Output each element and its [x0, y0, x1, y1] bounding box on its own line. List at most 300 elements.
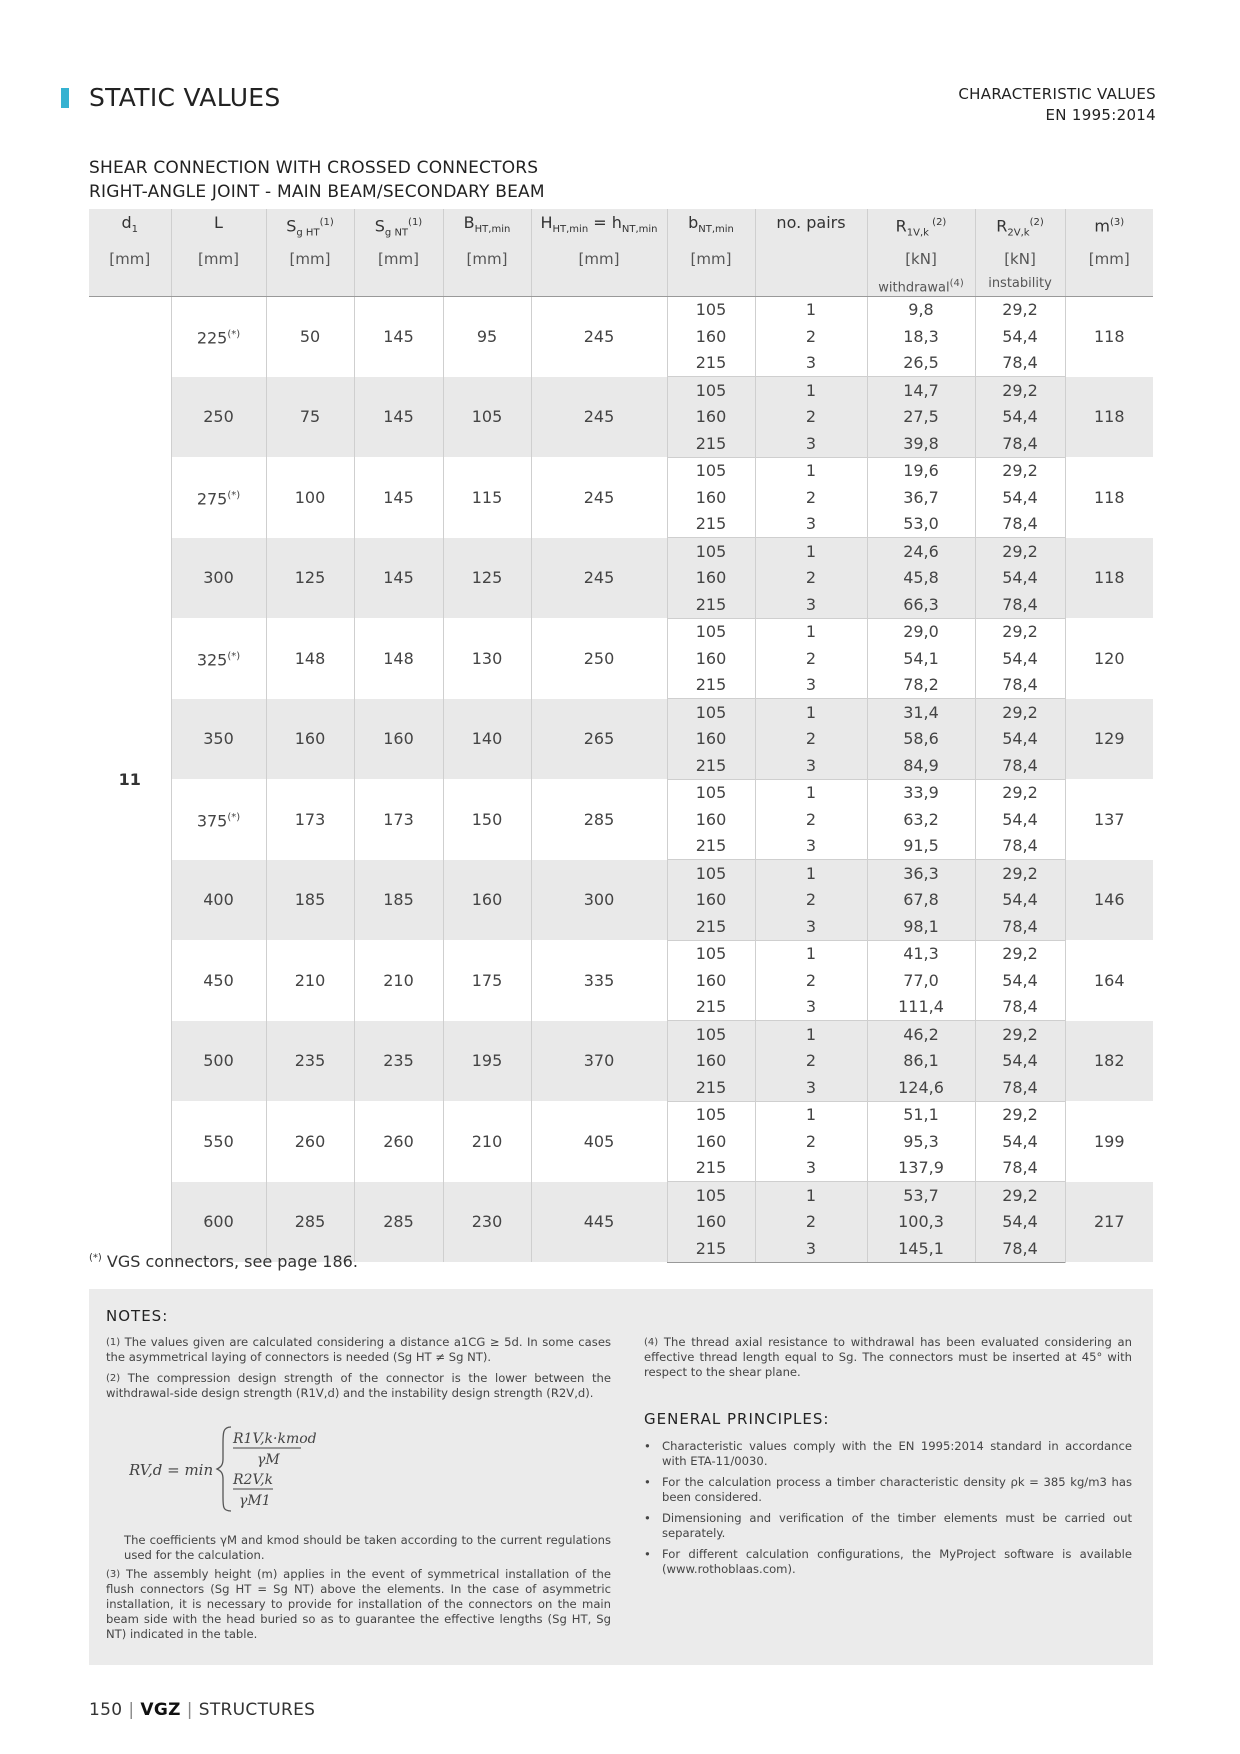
- length-value: 350: [203, 729, 234, 749]
- column-unit: [kN]: [975, 245, 1065, 273]
- cell-B: 105: [443, 377, 531, 458]
- principle-item: • Characteristic values comply with the EN 1995:2014 standard in accordance with ETA-11/0030.: [644, 1439, 1132, 1469]
- cell-R2Vk: 54,4: [975, 967, 1065, 994]
- column-extra: [443, 273, 531, 297]
- formula-den-1: γM: [257, 1452, 280, 1468]
- column-header-sub: 1: [131, 224, 139, 236]
- cell-R1Vk: 36,7: [867, 484, 975, 511]
- cell-R2Vk: 78,4: [975, 833, 1065, 860]
- column-header-sub2: NT,min: [621, 224, 658, 236]
- cell-bNT: 215: [667, 833, 755, 860]
- table-row: [89, 779, 1153, 806]
- cell-SgNT: 285: [354, 1182, 443, 1263]
- cell-R1Vk: 98,1: [867, 913, 975, 940]
- length-value: 600: [203, 1212, 234, 1232]
- cell-R1Vk: 145,1: [867, 1235, 975, 1262]
- column-unit: [mm]: [531, 245, 667, 273]
- cell-pairs: 2: [755, 645, 867, 672]
- cell-R1Vk: 53,0: [867, 511, 975, 538]
- length-value: 550: [203, 1131, 234, 1151]
- column-unit: [kN]: [867, 245, 975, 273]
- cell-R1Vk: 19,6: [867, 457, 975, 484]
- column-header-label: R: [895, 216, 907, 236]
- cell-SgNT: 145: [354, 538, 443, 619]
- cell-bNT: 105: [667, 699, 755, 726]
- cell-R2Vk: 54,4: [975, 887, 1065, 914]
- cell-pairs: 3: [755, 350, 867, 377]
- length-cell: [171, 296, 266, 377]
- column-header-7: [755, 209, 867, 245]
- table-row: [89, 699, 1153, 726]
- cell-bNT: 160: [667, 484, 755, 511]
- cell-R2Vk: 29,2: [975, 699, 1065, 726]
- cell-R2Vk: 78,4: [975, 1074, 1065, 1101]
- cell-R1Vk: 77,0: [867, 967, 975, 994]
- length-cell: [171, 1182, 266, 1263]
- cell-SgNT: 145: [354, 377, 443, 458]
- cell-R2Vk: 54,4: [975, 726, 1065, 753]
- length-value: 325: [196, 650, 228, 670]
- note-4: [644, 1335, 1132, 1380]
- cell-bNT: 215: [667, 511, 755, 538]
- static-values-table: [89, 209, 1153, 1263]
- cell-bNT: 105: [667, 618, 755, 645]
- column-header-sub: g NT: [384, 227, 409, 239]
- cell-bNT: 105: [667, 860, 755, 887]
- cell-R1Vk: 14,7: [867, 377, 975, 404]
- cell-B: 230: [443, 1182, 531, 1263]
- cell-bNT: 160: [667, 1048, 755, 1075]
- column-header-9: [975, 209, 1065, 245]
- cell-H: 335: [531, 940, 667, 1021]
- cell-pairs: 1: [755, 1021, 867, 1048]
- cell-pairs: 1: [755, 860, 867, 887]
- length-value: 300: [203, 568, 234, 588]
- cell-pairs: 2: [755, 887, 867, 914]
- vgs-star-mark: (*): [227, 489, 241, 501]
- length-value: 225: [196, 328, 228, 348]
- cell-pairs: 1: [755, 1101, 867, 1128]
- column-header-4: [443, 209, 531, 245]
- column-unit: [mm]: [89, 245, 171, 273]
- cell-m: 118: [1065, 538, 1153, 619]
- general-principles-list: [644, 1439, 1132, 1583]
- cell-H: 370: [531, 1021, 667, 1102]
- cell-bNT: 160: [667, 323, 755, 350]
- table-row: [89, 538, 1153, 565]
- table-row: [89, 377, 1153, 404]
- cell-R1Vk: 33,9: [867, 779, 975, 806]
- cell-SgHT: 285: [266, 1182, 354, 1263]
- cell-R2Vk: 78,4: [975, 511, 1065, 538]
- column-header-6: [667, 209, 755, 245]
- cell-R1Vk: 67,8: [867, 887, 975, 914]
- cell-B: 125: [443, 538, 531, 619]
- section-title: STATIC VALUES: [89, 83, 281, 112]
- cell-R2Vk: 78,4: [975, 752, 1065, 779]
- column-extra: [1065, 273, 1153, 297]
- cell-pairs: 1: [755, 1182, 867, 1209]
- cell-R1Vk: 46,2: [867, 1021, 975, 1048]
- cell-R1Vk: 51,1: [867, 1101, 975, 1128]
- table-title-line-1: SHEAR CONNECTION WITH CROSSED CONNECTORS: [89, 158, 539, 178]
- cell-R2Vk: 29,2: [975, 1021, 1065, 1048]
- cell-SgHT: 173: [266, 779, 354, 860]
- cell-R2Vk: 29,2: [975, 457, 1065, 484]
- cell-bNT: 160: [667, 806, 755, 833]
- column-header-label: d: [121, 213, 132, 232]
- cell-R2Vk: 29,2: [975, 538, 1065, 565]
- cell-pairs: 3: [755, 1155, 867, 1182]
- cell-SgNT: 148: [354, 618, 443, 699]
- formula-lhs: RV,d = min: [129, 1461, 214, 1479]
- cell-pairs: 2: [755, 1048, 867, 1075]
- cell-H: 265: [531, 699, 667, 780]
- column-header-sub: 2V,k: [1007, 227, 1030, 239]
- cell-m: 146: [1065, 860, 1153, 941]
- cell-R1Vk: 91,5: [867, 833, 975, 860]
- vgs-star-mark: (*): [227, 329, 241, 341]
- length-cell: [171, 940, 266, 1021]
- characteristic-values-label: [958, 84, 1156, 126]
- page-header: [0, 0, 1240, 124]
- cell-pairs: 1: [755, 377, 867, 404]
- cell-bNT: 215: [667, 430, 755, 457]
- cell-SgHT: 210: [266, 940, 354, 1021]
- cell-B: 150: [443, 779, 531, 860]
- page-footer: 150 | VGZ | STRUCTURES: [89, 1700, 316, 1720]
- cell-pairs: 2: [755, 1209, 867, 1236]
- cell-H: 405: [531, 1101, 667, 1182]
- column-header-3: [354, 209, 443, 245]
- cell-pairs: 1: [755, 538, 867, 565]
- cell-R2Vk: 29,2: [975, 377, 1065, 404]
- cell-R1Vk: 31,4: [867, 699, 975, 726]
- length-value: 500: [203, 1051, 234, 1071]
- column-header-sub: 1V,k: [906, 227, 929, 239]
- length-cell: [171, 377, 266, 458]
- cell-R2Vk: 54,4: [975, 1209, 1065, 1236]
- column-header-label: S: [286, 216, 297, 236]
- cell-pairs: 2: [755, 565, 867, 592]
- length-cell: [171, 538, 266, 619]
- cell-SgHT: 100: [266, 457, 354, 538]
- column-header-sup: (2): [928, 217, 947, 228]
- table-row: [89, 296, 1153, 323]
- column-header-2: [266, 209, 354, 245]
- column-header-sup: (1): [319, 217, 334, 228]
- cell-pairs: 3: [755, 833, 867, 860]
- column-extra: [667, 273, 755, 297]
- cell-R1Vk: 84,9: [867, 752, 975, 779]
- column-extra-sup: (4): [949, 277, 964, 289]
- column-extra: [266, 273, 354, 297]
- vgs-footnote: [89, 1252, 358, 1271]
- note-3: [106, 1567, 611, 1642]
- cell-bNT: 215: [667, 913, 755, 940]
- cell-bNT: 160: [667, 404, 755, 431]
- cell-pairs: 3: [755, 1235, 867, 1262]
- cell-bNT: 160: [667, 565, 755, 592]
- cell-R1Vk: 39,8: [867, 430, 975, 457]
- cell-R1Vk: 111,4: [867, 994, 975, 1021]
- notes-title: NOTES:: [106, 1307, 169, 1325]
- cell-H: 245: [531, 457, 667, 538]
- column-header-sup: (3): [1109, 217, 1125, 228]
- length-cell: [171, 699, 266, 780]
- cell-SgHT: 235: [266, 1021, 354, 1102]
- cell-bNT: 160: [667, 887, 755, 914]
- cell-SgHT: 260: [266, 1101, 354, 1182]
- cell-R2Vk: 78,4: [975, 1235, 1065, 1262]
- table-title-line-2: RIGHT-ANGLE JOINT - MAIN BEAM/SECONDARY BEAM: [89, 182, 545, 202]
- cell-pairs: 2: [755, 806, 867, 833]
- note-1-text: The values given are calculated considering a distance a1CG ≥ 5d. In some cases the asymmetrical laying of connectors is needed (Sg HT ≠ Sg NT).: [106, 1335, 611, 1364]
- note-4-text: The thread axial resistance to withdrawal has been evaluated considering an effective thread length equal to Sg. The connectors must be inserted at 45° with respect to the shear plane.: [644, 1335, 1132, 1379]
- column-header-10: [1065, 209, 1153, 245]
- column-extra: [89, 273, 171, 297]
- cell-pairs: 2: [755, 726, 867, 753]
- column-header-label2: = h: [588, 213, 622, 232]
- cell-R1Vk: 36,3: [867, 860, 975, 887]
- formula-num-2: R2V,k: [233, 1472, 274, 1488]
- cell-R1Vk: 100,3: [867, 1209, 975, 1236]
- cell-bNT: 215: [667, 350, 755, 377]
- cell-pairs: 2: [755, 404, 867, 431]
- cell-bNT: 160: [667, 1128, 755, 1155]
- table-row: [89, 457, 1153, 484]
- cell-R1Vk: 9,8: [867, 296, 975, 323]
- column-header-sub: NT,min: [698, 224, 734, 236]
- column-extra: [975, 273, 1065, 297]
- cell-H: 285: [531, 779, 667, 860]
- vgs-star-mark: (*): [227, 650, 241, 662]
- cell-R1Vk: 53,7: [867, 1182, 975, 1209]
- cell-bNT: 215: [667, 1155, 755, 1182]
- cell-R2Vk: 54,4: [975, 645, 1065, 672]
- cell-B: 195: [443, 1021, 531, 1102]
- cell-pairs: 3: [755, 913, 867, 940]
- note-2-number: (2): [106, 1373, 121, 1384]
- cell-R1Vk: 45,8: [867, 565, 975, 592]
- cell-SgHT: 185: [266, 860, 354, 941]
- general-principles-title: GENERAL PRINCIPLES:: [644, 1410, 830, 1428]
- cell-pairs: 3: [755, 994, 867, 1021]
- product-name: VGZ: [140, 1700, 181, 1720]
- cell-R1Vk: 29,0: [867, 618, 975, 645]
- column-header-label: L: [214, 213, 223, 232]
- length-cell: [171, 1021, 266, 1102]
- coefficients-note: The coefficients γM and kmod should be taken according to the current regulations used for the calculation.: [124, 1533, 611, 1562]
- char-line-2: EN 1995:2014: [1045, 106, 1156, 124]
- cell-H: 300: [531, 860, 667, 941]
- page-number: 150: [89, 1700, 123, 1720]
- note-2: [106, 1371, 611, 1401]
- principle-item: • Dimensioning and verification of the timber elements must be carried out separately.: [644, 1511, 1132, 1541]
- design-strength-formula: [129, 1419, 379, 1519]
- column-unit: [mm]: [443, 245, 531, 273]
- cell-R1Vk: 78,2: [867, 672, 975, 699]
- column-header-0: [89, 209, 171, 245]
- cell-m: 164: [1065, 940, 1153, 1021]
- principle-item: • For different calculation configurations, the MyProject software is available (www.rothoblaas.com).: [644, 1547, 1132, 1577]
- column-extra-text: instability: [988, 275, 1052, 291]
- cell-m: 182: [1065, 1021, 1153, 1102]
- table-row: [89, 860, 1153, 887]
- accent-bar: [61, 88, 69, 108]
- cell-B: 175: [443, 940, 531, 1021]
- cell-R1Vk: 26,5: [867, 350, 975, 377]
- cell-R2Vk: 29,2: [975, 618, 1065, 645]
- cell-SgNT: 145: [354, 296, 443, 377]
- cell-SgNT: 160: [354, 699, 443, 780]
- cell-R2Vk: 54,4: [975, 565, 1065, 592]
- column-header-label: no. pairs: [776, 213, 846, 232]
- table-body: [89, 296, 1153, 1262]
- table-title: [89, 156, 545, 204]
- cell-R1Vk: 27,5: [867, 404, 975, 431]
- length-cell: [171, 860, 266, 941]
- cell-bNT: 105: [667, 779, 755, 806]
- cell-bNT: 215: [667, 752, 755, 779]
- formula-num-1: R1V,k·kmod: [233, 1431, 317, 1447]
- cell-bNT: 105: [667, 940, 755, 967]
- column-unit: [mm]: [667, 245, 755, 273]
- cell-pairs: 3: [755, 591, 867, 618]
- length-cell: [171, 457, 266, 538]
- d1-cell: 11: [118, 769, 141, 789]
- column-header-sub: g HT: [296, 227, 320, 239]
- cell-R2Vk: 78,4: [975, 430, 1065, 457]
- cell-R2Vk: 54,4: [975, 1128, 1065, 1155]
- cell-pairs: 3: [755, 672, 867, 699]
- table-row: [89, 1021, 1153, 1048]
- cell-bNT: 105: [667, 457, 755, 484]
- cell-bNT: 160: [667, 645, 755, 672]
- length-value: 275: [196, 489, 228, 509]
- cell-R2Vk: 29,2: [975, 860, 1065, 887]
- cell-m: 199: [1065, 1101, 1153, 1182]
- formula-graphic: [129, 1419, 379, 1519]
- cell-bNT: 105: [667, 1182, 755, 1209]
- cell-pairs: 3: [755, 430, 867, 457]
- cell-R2Vk: 54,4: [975, 404, 1065, 431]
- length-value: 450: [203, 970, 234, 990]
- cell-R2Vk: 78,4: [975, 1155, 1065, 1182]
- cell-R1Vk: 137,9: [867, 1155, 975, 1182]
- cell-pairs: 2: [755, 1128, 867, 1155]
- cell-R2Vk: 54,4: [975, 1048, 1065, 1075]
- column-header-sup: (1): [408, 217, 423, 228]
- column-unit: [mm]: [1065, 245, 1153, 273]
- cell-pairs: 3: [755, 1074, 867, 1101]
- cell-bNT: 105: [667, 1021, 755, 1048]
- cell-SgNT: 185: [354, 860, 443, 941]
- cell-R2Vk: 78,4: [975, 350, 1065, 377]
- cell-R2Vk: 54,4: [975, 323, 1065, 350]
- cell-bNT: 105: [667, 1101, 755, 1128]
- cell-bNT: 160: [667, 726, 755, 753]
- note-2-text: The compression design strength of the connector is the lower between the withdrawal-side design strength (R1V,d) and the instability design strength (R2V,d).: [106, 1371, 612, 1400]
- column-unit: [mm]: [266, 245, 354, 273]
- cell-B: 95: [443, 296, 531, 377]
- cell-B: 210: [443, 1101, 531, 1182]
- length-value: 400: [203, 890, 234, 910]
- cell-pairs: 2: [755, 967, 867, 994]
- cell-SgHT: 50: [266, 296, 354, 377]
- length-value: 250: [203, 407, 234, 427]
- cell-bNT: 160: [667, 967, 755, 994]
- cell-SgNT: 145: [354, 457, 443, 538]
- column-header-label: B: [463, 213, 475, 232]
- cell-R2Vk: 78,4: [975, 672, 1065, 699]
- cell-bNT: 215: [667, 591, 755, 618]
- char-line-1: CHARACTERISTIC VALUES: [958, 85, 1156, 103]
- note-1-number: (1): [106, 1337, 121, 1348]
- column-header-1: [171, 209, 266, 245]
- column-extra: [354, 273, 443, 297]
- footnote-text: VGS connectors, see page 186.: [101, 1252, 358, 1271]
- length-value: 375: [196, 811, 228, 831]
- note-4-number: (4): [644, 1337, 659, 1348]
- cell-R1Vk: 66,3: [867, 591, 975, 618]
- column-header-label: R: [996, 216, 1008, 236]
- column-unit: [mm]: [354, 245, 443, 273]
- vgs-star-mark: (*): [227, 811, 241, 823]
- column-header-label: H: [540, 213, 553, 232]
- table-row: [89, 940, 1153, 967]
- cell-B: 140: [443, 699, 531, 780]
- note-1: [106, 1335, 611, 1365]
- note-3-number: (3): [106, 1569, 121, 1580]
- cell-pairs: 1: [755, 940, 867, 967]
- cell-B: 115: [443, 457, 531, 538]
- column-extra-text: withdrawal: [878, 279, 950, 295]
- cell-SgHT: 160: [266, 699, 354, 780]
- notes-box: [89, 1289, 1153, 1665]
- column-extra: [171, 273, 266, 297]
- cell-m: 118: [1065, 377, 1153, 458]
- column-header-label: b: [688, 213, 699, 232]
- cell-R1Vk: 24,6: [867, 538, 975, 565]
- column-header-label: m: [1094, 216, 1110, 236]
- column-header-5: [531, 209, 667, 245]
- cell-pairs: 1: [755, 296, 867, 323]
- table-header: [89, 209, 1153, 296]
- note-3-text: The assembly height (m) applies in the event of symmetrical installation of the flush connectors (Sg HT = Sg NT) above the elements. In the case of asymmetric installation, it is necessary to provide for installation of the connectors on the main beam side with the head buried so as to guarantee the effective lengths (Sg HT, Sg NT) indicated in the table.: [106, 1567, 612, 1641]
- cell-H: 445: [531, 1182, 667, 1263]
- cell-SgHT: 75: [266, 377, 354, 458]
- cell-SgNT: 210: [354, 940, 443, 1021]
- formula-brace: [217, 1427, 231, 1511]
- cell-H: 245: [531, 377, 667, 458]
- column-header-sub: HT,min: [474, 224, 511, 236]
- column-extra: [755, 273, 867, 297]
- column-header-label: S: [374, 216, 385, 236]
- column-unit: [755, 245, 867, 273]
- cell-R2Vk: 78,4: [975, 913, 1065, 940]
- cell-bNT: 215: [667, 994, 755, 1021]
- section-name: STRUCTURES: [198, 1700, 316, 1720]
- cell-m: 118: [1065, 296, 1153, 377]
- cell-R2Vk: 54,4: [975, 484, 1065, 511]
- cell-H: 245: [531, 296, 667, 377]
- table-row: [89, 1182, 1153, 1209]
- cell-pairs: 1: [755, 618, 867, 645]
- cell-SgNT: 173: [354, 779, 443, 860]
- cell-bNT: 215: [667, 1235, 755, 1262]
- table-row: [89, 618, 1153, 645]
